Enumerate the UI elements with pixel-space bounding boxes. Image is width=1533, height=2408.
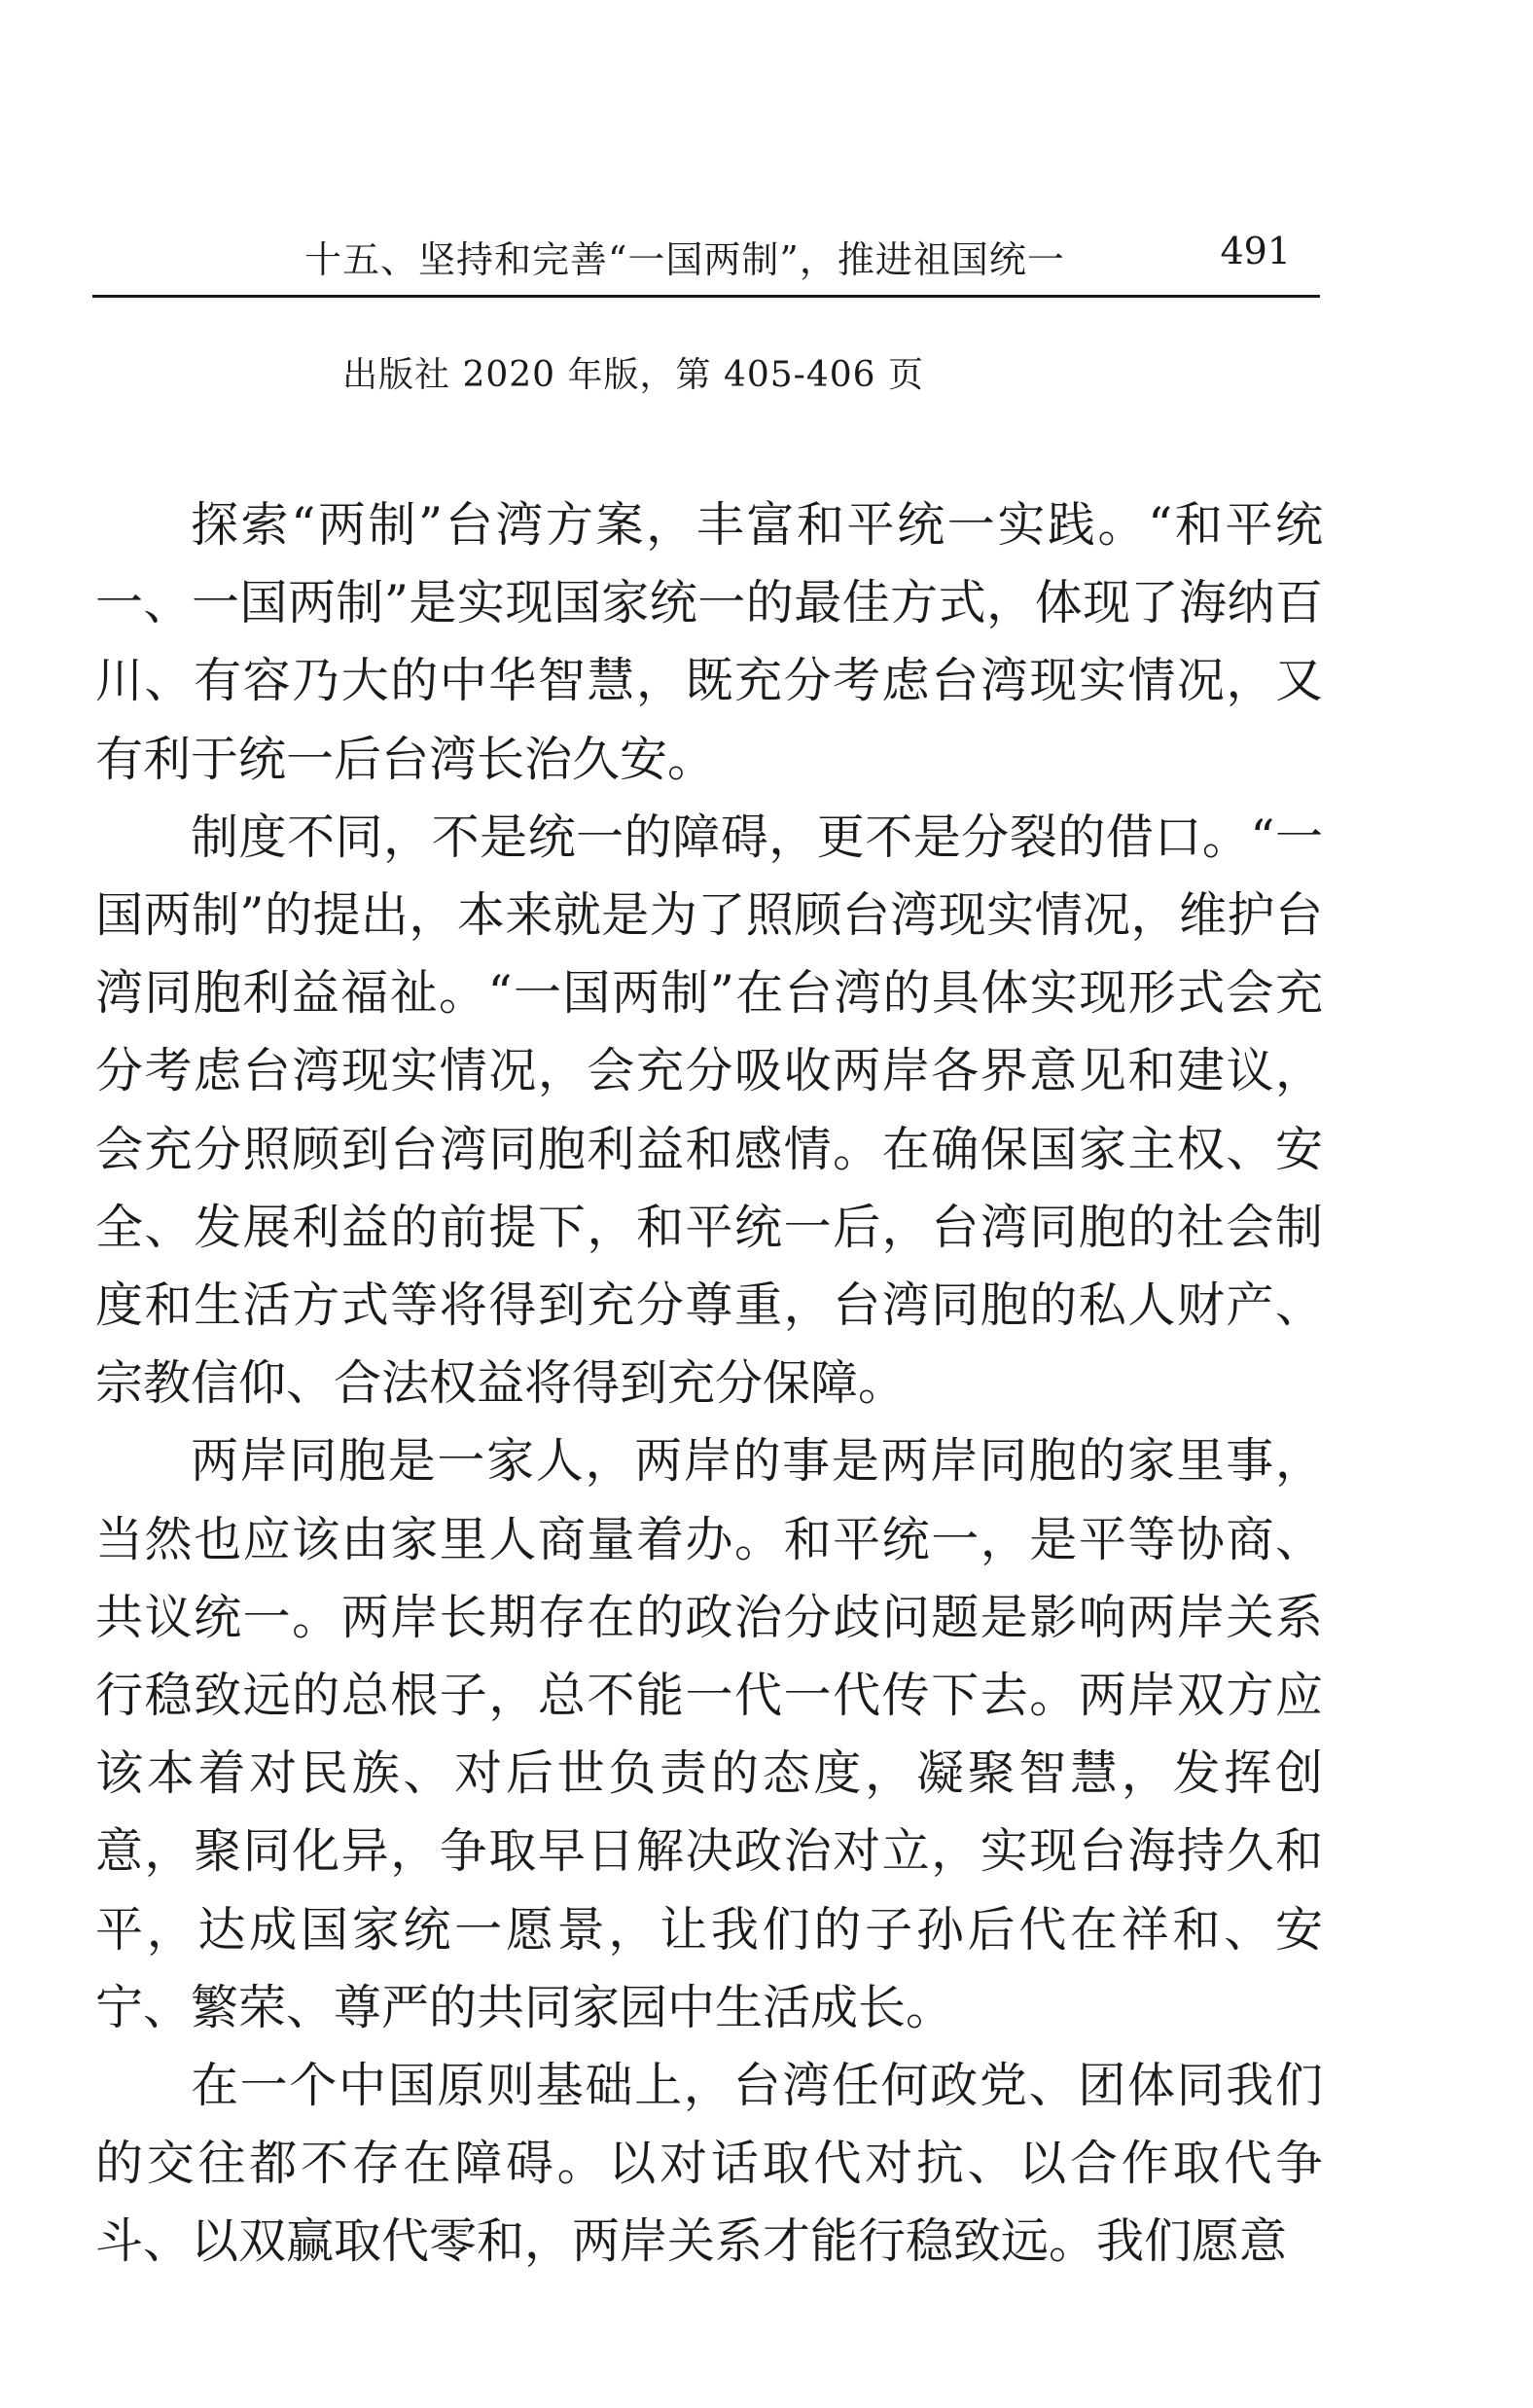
paragraph: 两岸同胞是一家人，两岸的事是两岸同胞的家里事，当然也应该由家里人商量着办。和平统一，是平等协商、共议统一。两岸长期存在的政治分歧问题是影响两岸关系行稳致远的总根子，总不能一代一代传下去。两岸双方应该本着对民族、对后世负责的态度，凝聚智慧，发挥创意，聚同化异，争取早日解决政治对立，实现台海持久和平，达成国家统一愿景，让我们的子孙后代在祥和、安宁、繁荣、尊严的共同家园中生活成长。 (95, 1433, 1323, 2035)
page-number: 491 (1220, 230, 1291, 272)
source-citation: 出版社 2020 年版，第 405-406 页 (342, 355, 924, 395)
body-text (95, 486, 1323, 2282)
paragraph: 制度不同，不是统一的障碍，更不是分裂的借口。“一国两制”的提出，本来就是为了照顾台湾现实情况，维护台湾同胞利益福祉。“一国两制”在台湾的具体实现形式会充分考虑台湾现实情况，会充分吸收两岸各界意见和建议，会充分照顾到台湾同胞利益和感情。在确保国家主权、安全、发展利益的前提下，和平统一后，台湾同胞的社会制度和生活方式等将得到充分尊重，台湾同胞的私人财产、宗教信仰、合法权益将得到充分保障。 (95, 809, 1323, 1412)
running-header-title: 十五、坚持和完善“一国两制”，推进祖国统一 (304, 238, 1065, 281)
paragraph: 探索“两制”台湾方案，丰富和平统一实践。“和平统一、一国两制”是实现国家统一的最佳方式，体现了海纳百川、有容乃大的中华智慧，既充分考虑台湾现实情况，又有利于统一后台湾长治久安。 (95, 497, 1323, 787)
paragraph: 在一个中国原则基础上，台湾任何政党、团体同我们的交往都不存在障碍。以对话取代对抗、以合作取代争斗、以双赢取代零和，两岸关系才能行稳致远。我们愿意 (95, 2058, 1323, 2270)
header-rule (92, 295, 1320, 298)
running-header (92, 224, 1320, 292)
